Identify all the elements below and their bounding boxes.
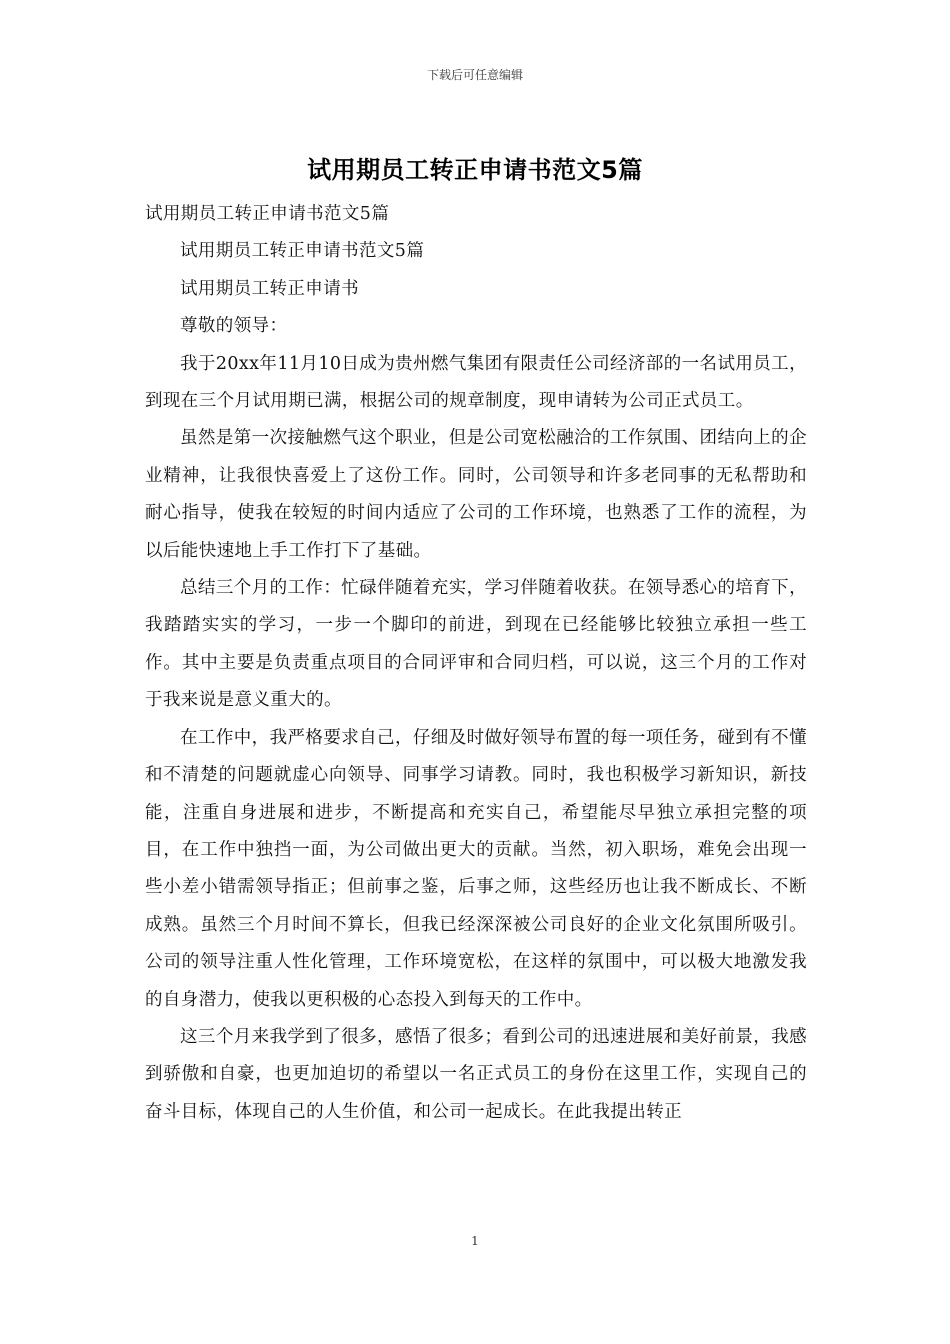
paragraph-salutation: 尊敬的领导： (180, 316, 288, 337)
header-note: 下载后可任意编辑 (426, 68, 523, 82)
paragraph-work-attitude: 在工作中，我严格要求自己，仔细及时做好领导布置的每一项任务，碰到有不懂和不清楚的问题就虚心向领导、同事学习请教。同时，我也积极学习新知识，新技能，注重自身进展和进步，不断提高和充实自己，希望能尽早独立承担完整的项目，在工作中独挡一面，为公司做出更大的贡献。当然，初入职场，难免会出现一些小差小错需领导指正；但前事之鉴，后事之师，这些经历也让我不断成长、不断成熟。虽然三个月时间不算长，但我已经深深被公司良好的企业文化氛围所吸引。公司的领导注重人性化管理，工作环境宽松，在这样的氛围中，可以极大地激发我的自身潜力，使我以更积极的心态投入到每天的工作中。 (145, 727, 807, 1010)
document-title: 试用期员工转正申请书范文5篇 (307, 156, 643, 184)
paragraph-summary: 总结三个月的工作：忙碌伴随着充实，学习伴随着收获。在领导悉心的培育下，我踏踏实实的学习，一步一个脚印的前进，到现在已经能够比较独立承担一些工作。其中主要是负责重点项目的合同评审和合同归档，可以说，这三个月的工作对于我来说是意义重大的。 (145, 578, 807, 711)
page-number: 1 (471, 1234, 479, 1248)
paragraph-subtitle: 试用期员工转正申请书范文5篇 (145, 204, 390, 224)
paragraph-heading: 试用期员工转正申请书 (180, 278, 359, 299)
paragraph-conclusion: 这三个月来我学到了很多，感悟了很多；看到公司的迅速进展和美好前景，我感到骄傲和自豪，也更加迫切的希望以一名正式员工的身份在这里工作，实现自己的奋斗目标，体现自己的人生价值，和公司一起成长。在此我提出转正 (145, 1026, 807, 1122)
paragraph-intro: 我于20xx年11月10日成为贵州燃气集团有限责任公司经济部的一名试用员工，到现在三个月试用期已满，根据公司的规章制度，现申请转为公司正式员工。 (145, 353, 807, 412)
paragraph-environment: 虽然是第一次接触燃气这个职业，但是公司宽松融洽的工作氛围、团结向上的企业精神，让我很快喜爱上了这份工作。同时，公司领导和许多老同事的无私帮助和耐心指导，使我在较短的时间内适应了公司的工作环境，也熟悉了工作的流程，为以后能快速地上手工作打下了基础。 (145, 428, 807, 561)
paragraph-subtitle-repeat: 试用期员工转正申请书范文5篇 (180, 241, 425, 262)
document-body (145, 196, 807, 1131)
